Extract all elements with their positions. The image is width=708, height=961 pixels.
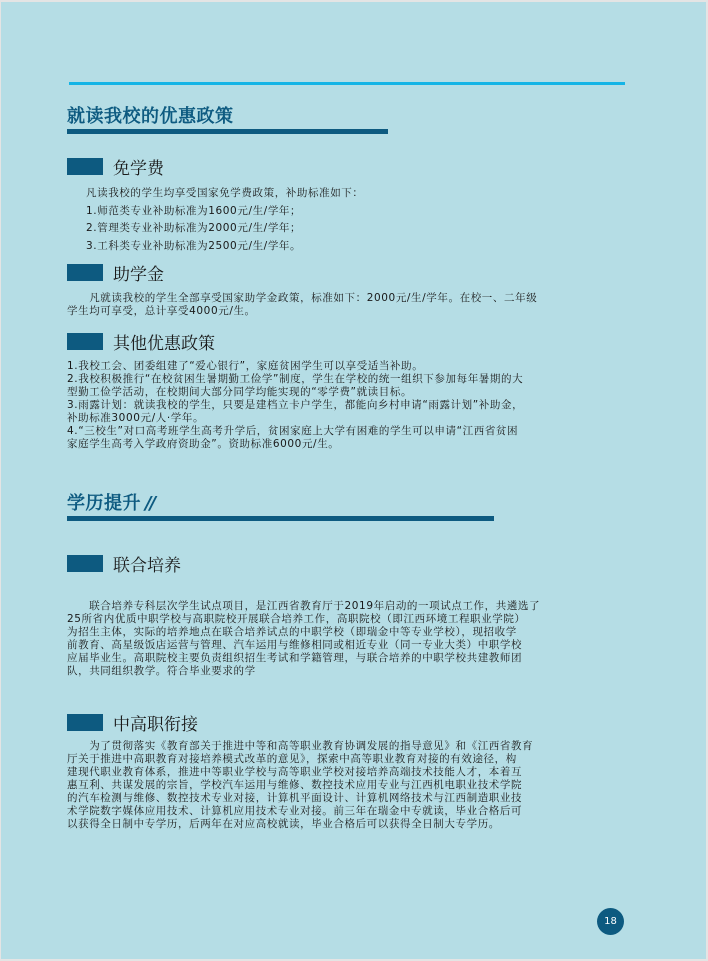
paragraph-other-policies: 1.我校工会、团委组建了“爱心银行”，家庭贫困学生可以享受适当补助。 2.我校积极推行“在校贫困生暑期勤工俭学”制度，学生在学校的统一组织下参加每年暑期的大 型勤工俭学活动，在校期间大部分同学均能实现的“零学费”就读目标。 3.雨露计划：就读我校的学生，只要是建档立卡户学生，都能向乡村申请“雨露计划”补助金， 补助标准3000元/人·学年。 4.“三校生”对口高考班学生高考升学后，贫困家庭上大学有困难的学生可以申请“江西省贫困 家庭学生高考入学政府资助金”。资助标准6000元/生。 <box>67 360 524 450</box>
subheading-joint-training: 联合培养 <box>67 551 181 576</box>
top-divider <box>69 82 625 85</box>
heading-marker-block <box>67 333 103 350</box>
heading-marker-block <box>67 264 103 281</box>
brochure-page <box>1 2 706 959</box>
subheading-other-policies: 其他优惠政策 <box>67 329 215 354</box>
section-underline <box>67 516 494 521</box>
page-number-badge: 18 <box>597 908 624 935</box>
paragraph-joint-training: 联合培养专科层次学生试点项目，是江西省教育厅于2019年启动的一项试点工作，共遴选了 25所省内优质中职学校与高职院校开展联合培养工作，高职院校（即江西环境工程职业学院） 为招生主体，实际的培养地点在联合培养试点的中职学校（即瑞金中等专业学校），现招收学 前教育、高星级饭店运营与管理、汽车运用与维修相同或相近专业（同一专业大类）中职学校 应届毕业生。高职院校主要负责组织招生考试和学籍管理，与联合培养的中职学校共建教师团 队，共同组织教学。符合毕业要求的学 <box>67 600 541 677</box>
section-underline <box>67 129 388 134</box>
subheading-tuition-free: 免学费 <box>67 154 164 179</box>
paragraph-grant: 凡就读我校的学生全部享受国家助学金政策，标准如下：2000元/生/学年。在校一、二年级 学生均可享受，总计享受4000元/生。 <box>67 292 538 317</box>
paragraph-secondary-higher-link: 为了贯彻落实《教育部关于推进中等和高等职业教育协调发展的指导意见》和《江西省教育 厅关于推进中高职教育对接培养模式改革的意见》，探索中高等职业教育对接的有效途径，构 建现代职业教育体系，推进中等职业学校与高等职业学校对接培养高端技术技能人才，本着互 惠互利、共谋发展的宗旨，学校汽车运用与维修、数控技术应用专业与江西机电职业技术学院 的汽车检测与维修、数控技术专业对接，计算机平面设计、计算机网络技术与江西制造职业技 术学院数字媒体应用技术、计算机应用技术专业对接。前三年在瑞金中专就读，毕业合格后可 以获得全日制中专学历，后两年在对应高校就读，毕业合格后可以获得全日制大专学历。 <box>67 740 534 830</box>
heading-marker-block <box>67 714 103 731</box>
subheading-grant: 助学金 <box>67 260 164 285</box>
heading-marker-block <box>67 555 103 572</box>
double-slash-icon: // <box>145 493 155 514</box>
section-title-policies: 就读我校的优惠政策 <box>67 106 234 127</box>
subheading-secondary-higher-link: 中高职衔接 <box>67 710 198 735</box>
paragraph-tuition-free: 凡读我校的学生均享受国家免学费政策，补助标准如下： 1.师范类专业补助标准为1600元/生/学年； 2.管理类专业补助标准为2000元/生/学年； 3.工科类专业补助标准为2500元/生/学年。 <box>86 187 364 252</box>
heading-marker-block <box>67 158 103 175</box>
section-title-education-upgrade: 学历提升 // <box>67 493 155 514</box>
